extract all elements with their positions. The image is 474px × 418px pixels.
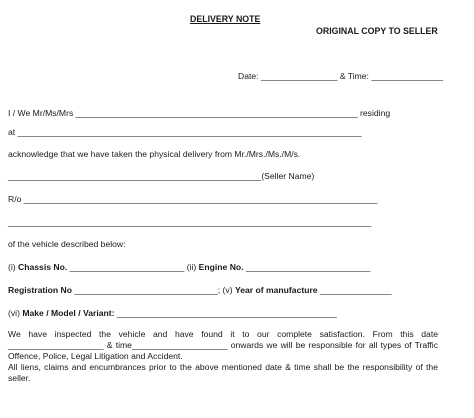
time-label: & Time: xyxy=(339,71,369,81)
make-label: Make / Model / Variant: xyxy=(22,308,115,318)
chassis-prefix: (i) xyxy=(8,262,16,272)
acknowledge-text: acknowledge that we have taken the physical delivery from Mr./Mrs./Ms./M/s. xyxy=(8,149,301,159)
date-time-row xyxy=(238,71,443,81)
engine-field[interactable]: __________________________ xyxy=(245,262,371,272)
buyer-name-row xyxy=(8,108,390,118)
registration-suffix: ; xyxy=(217,285,221,295)
satisfaction-paragraph: We have inspected the vehicle and have found it to our complete satisfaction. From this date ____________________ & time____________________ onwards we will be responsible for all types of Traffic Offence, Police, Legal Litigation and Accident. xyxy=(8,329,438,361)
buyer-prefix: I / We Mr/Ms/Mrs xyxy=(8,108,74,118)
date-field[interactable]: ________________ xyxy=(260,71,338,81)
document-title: DELIVERY NOTE xyxy=(190,14,261,24)
copy-label: ORIGINAL COPY TO SELLER xyxy=(316,26,438,36)
seller-row xyxy=(8,171,314,181)
engine-label: Engine No. xyxy=(198,262,244,272)
ro-row xyxy=(8,194,377,204)
address-row xyxy=(8,127,362,137)
ro-label: R/o xyxy=(8,194,22,204)
residing-label: residing xyxy=(360,108,391,118)
chassis-engine-row xyxy=(8,262,370,272)
seller-name-field[interactable]: _____________________________________________________ xyxy=(8,171,262,181)
vehicle-intro: of the vehicle described below: xyxy=(8,239,126,249)
address-continuation-field[interactable]: ____________________________________________________________________________ xyxy=(8,217,372,227)
date-label: Date: xyxy=(238,71,259,81)
registration-field[interactable]: ______________________________ xyxy=(74,285,218,295)
year-field[interactable]: _______________ xyxy=(319,285,392,295)
registration-year-row xyxy=(8,285,392,295)
make-prefix: (vi) xyxy=(8,308,20,318)
make-model-row xyxy=(8,308,337,318)
buyer-name-field[interactable]: ___________________________________________________________ xyxy=(75,108,358,118)
liens-paragraph: All liens, claims and encumbrances prior to the above mentioned date & time shall be the responsibility of the seller. xyxy=(8,362,438,383)
at-label: at xyxy=(8,127,16,137)
year-prefix: (v) xyxy=(222,285,233,295)
seller-label: (Seller Name) xyxy=(261,171,315,181)
ro-field[interactable]: __________________________________________________________________________ xyxy=(23,194,378,204)
address-field[interactable]: ________________________________________________________________________ xyxy=(17,127,362,137)
engine-prefix: (ii) xyxy=(186,262,197,272)
chassis-field[interactable]: ________________________ xyxy=(69,262,185,272)
year-label: Year of manufacture xyxy=(234,285,318,295)
time-field[interactable]: _______________ xyxy=(371,71,444,81)
chassis-label: Chassis No. xyxy=(18,262,68,272)
make-field[interactable]: ______________________________________________ xyxy=(116,308,337,318)
registration-label: Registration No xyxy=(8,285,72,295)
